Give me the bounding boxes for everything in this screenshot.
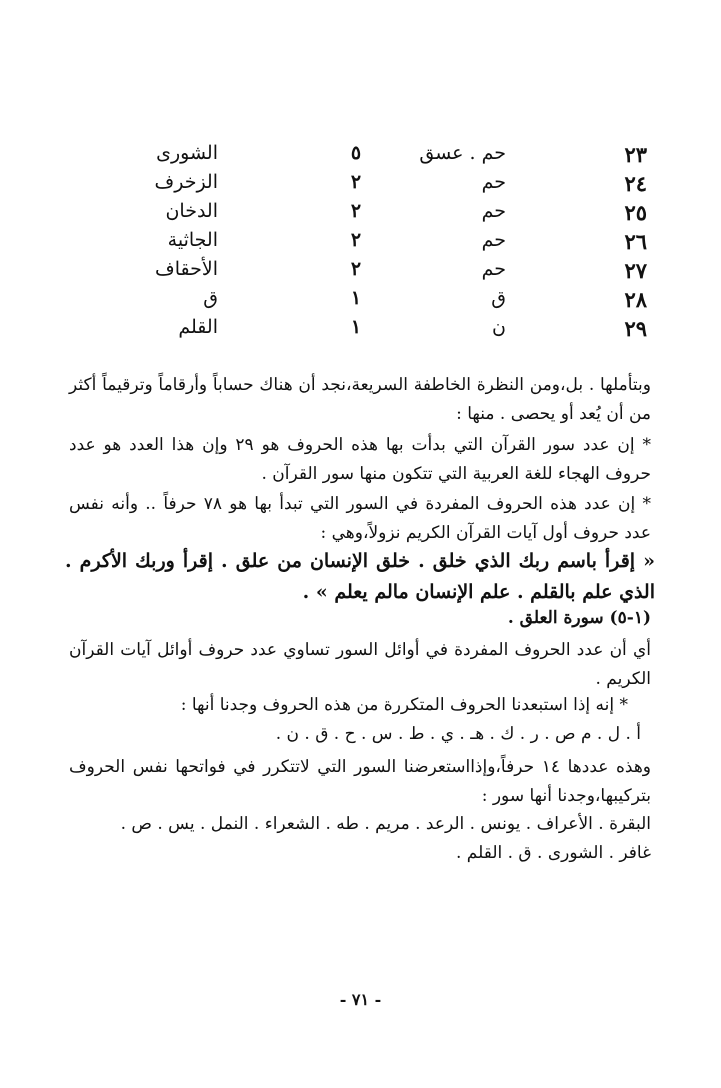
unique-letters-list: أ . ل . م ص . ر . ك . هـ . ي . ط . س . ح . ق . ن . xyxy=(275,724,641,744)
row-surah: الأحقاف xyxy=(155,258,218,280)
row-number: ٢٤ xyxy=(624,171,647,196)
row-surah: الدخان xyxy=(165,200,218,222)
table-row xyxy=(0,171,721,201)
row-number: ٢٩ xyxy=(624,316,647,341)
row-letters: حم xyxy=(481,171,506,193)
paragraph-surah-count: * إن عدد سور القرآن التي بدأت بها هذه الحروف هو ٢٩ وإن هذا العدد هو عدد حروف الهجاء للغة العربية التي تتكون منها سور القرآن . xyxy=(69,435,652,484)
row-surah: ق xyxy=(203,287,218,309)
surah-list-line-1: البقرة . الأعراف . يونس . الرعد . مريم . طه . الشعراء . النمل . يس . ص . xyxy=(120,814,651,834)
row-number: ٢٨ xyxy=(624,287,647,312)
page-number: - ٧١ - xyxy=(339,990,382,1009)
row-count: ٢ xyxy=(350,229,362,251)
verse-reference: (١-٥) سورة العلق . xyxy=(507,608,651,628)
paragraph-unique-letters: * إنه إذا استبعدنا الحروف المتكررة من هذه الحروف وجدنا أنها : xyxy=(180,695,628,715)
row-surah: الشورى xyxy=(156,142,218,164)
row-number: ٢٧ xyxy=(624,258,647,283)
row-number: ٢٣ xyxy=(624,142,647,167)
row-letters: ق xyxy=(491,287,506,309)
row-number: ٢٥ xyxy=(624,200,647,225)
row-count: ٥ xyxy=(350,142,362,164)
row-letters: حم xyxy=(481,229,506,251)
row-letters: حم xyxy=(481,258,506,280)
row-surah: الزخرف xyxy=(154,171,218,193)
paragraph-fourteen-letters: وهذه عددها ١٤ حرفاً،وإذااستعرضنا السور التي لاتتكرر في فواتحها نفس الحروف بتركيبها،وجدنا أنها سور : xyxy=(69,757,651,806)
row-number: ٢٦ xyxy=(624,229,647,254)
table-row xyxy=(0,229,721,259)
row-count: ٢ xyxy=(350,171,362,193)
row-letters: حم . عسق xyxy=(419,142,506,164)
paragraph-letter-count: * إن عدد هذه الحروف المفردة في السور التي تبدأ بها هو ٧٨ حرفاً .. وأنه نفس عدد حروف أول آيات القرآن الكريم نزولاً،وهي : xyxy=(69,494,651,543)
table-row xyxy=(0,142,721,172)
row-surah: الجاثية xyxy=(167,229,218,251)
table-row xyxy=(0,200,721,230)
paragraph-conclusion: أي أن عدد الحروف المفردة في أوائل السور تساوي عدد حروف أوائل آيات القرآن الكريم . xyxy=(69,640,651,689)
table-row xyxy=(0,258,721,288)
paragraph-intro: وبتأملها . بل،ومن النظرة الخاطفة السريعة،نجد أن هناك حساباً وأرقاماً وترقيماً أكثر من أن يُعد أو يحصى . منها : xyxy=(69,375,651,424)
row-count: ٢ xyxy=(350,258,362,280)
row-count: ١ xyxy=(350,316,362,338)
quran-verse: « إقرأ باسم ربك الذي خلق . خلق الإنسان من علق . إقرأ وربك الأكرم . الذي علم بالقلم . علم الإنسان مالم يعلم » . xyxy=(65,550,655,603)
row-count: ١ xyxy=(350,287,362,309)
row-count: ٢ xyxy=(350,200,362,222)
row-letters: حم xyxy=(481,200,506,222)
table-row xyxy=(0,287,721,317)
row-surah: القلم xyxy=(178,316,218,338)
row-letters: ن xyxy=(492,316,506,338)
table-row xyxy=(0,316,721,346)
surah-list-line-2: غافر . الشورى . ق . القلم . xyxy=(455,843,651,863)
